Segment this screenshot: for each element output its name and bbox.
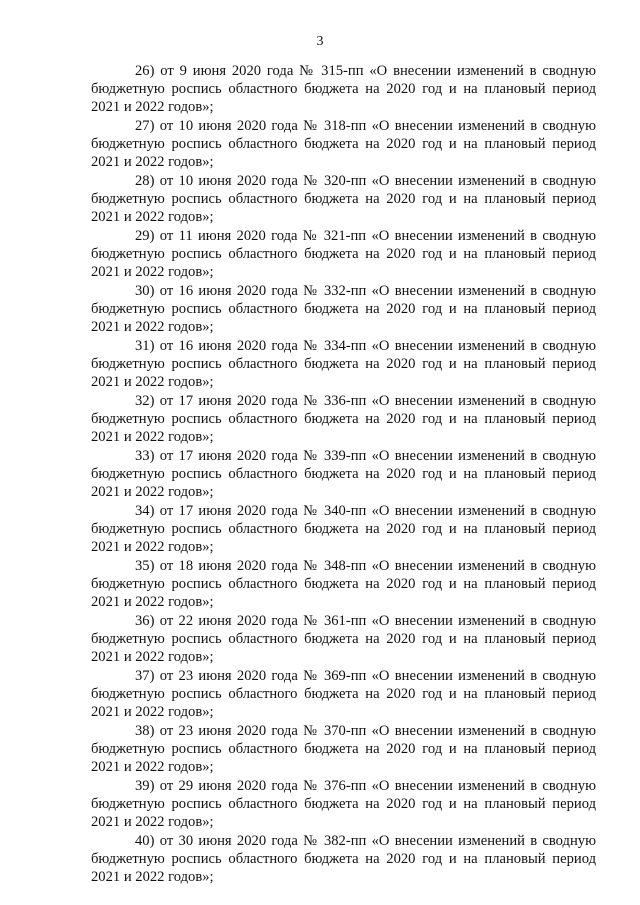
- list-item: [91, 832, 596, 886]
- list-item-line: 2021 и 2022 годов»;: [91, 429, 214, 445]
- list-item-line: 2021 и 2022 годов»;: [91, 99, 214, 115]
- list-item-line: 31) от 16 июня 2020 года № 334-пп «О внесении изменений в сводную: [135, 338, 596, 354]
- list-item-line: бюджетную роспись областного бюджета на 2020 год и на плановый период: [91, 466, 596, 482]
- page-number: 3: [316, 34, 324, 49]
- list-item: [91, 62, 596, 116]
- list-item-line: бюджетную роспись областного бюджета на 2020 год и на плановый период: [91, 851, 596, 867]
- list-item-line: бюджетную роспись областного бюджета на 2020 год и на плановый период: [91, 576, 596, 592]
- list-item-line: 2021 и 2022 годов»;: [91, 814, 214, 830]
- list-item-line: бюджетную роспись областного бюджета на 2020 год и на плановый период: [91, 631, 596, 647]
- list-item-line: бюджетную роспись областного бюджета на 2020 год и на плановый период: [91, 686, 596, 702]
- list-item-line: бюджетную роспись областного бюджета на 2020 год и на плановый период: [91, 136, 596, 152]
- list-item-line: бюджетную роспись областного бюджета на 2020 год и на плановый период: [91, 191, 596, 207]
- list-item-line: 2021 и 2022 годов»;: [91, 759, 214, 775]
- document-body: [91, 62, 596, 887]
- list-item: [91, 392, 596, 446]
- list-item-line: 2021 и 2022 годов»;: [91, 484, 214, 500]
- list-item-line: бюджетную роспись областного бюджета на 2020 год и на плановый период: [91, 411, 596, 427]
- list-item: [91, 557, 596, 611]
- list-item-line: 38) от 23 июня 2020 года № 370-пп «О внесении изменений в сводную: [135, 723, 596, 739]
- list-item: [91, 227, 596, 281]
- list-item-line: бюджетную роспись областного бюджета на 2020 год и на плановый период: [91, 81, 596, 97]
- list-item-line: 2021 и 2022 годов»;: [91, 649, 214, 665]
- list-item-line: 26) от 9 июня 2020 года № 315-пп «О внесении изменений в сводную: [135, 63, 596, 79]
- list-item-line: 36) от 22 июня 2020 года № 361-пп «О внесении изменений в сводную: [135, 613, 596, 629]
- list-item-line: бюджетную роспись областного бюджета на 2020 год и на плановый период: [91, 741, 596, 757]
- list-item-line: бюджетную роспись областного бюджета на 2020 год и на плановый период: [91, 356, 596, 372]
- list-item-line: бюджетную роспись областного бюджета на 2020 год и на плановый период: [91, 246, 596, 262]
- list-item: [91, 502, 596, 556]
- list-item-line: 2021 и 2022 годов»;: [91, 154, 214, 170]
- list-item-line: 33) от 17 июня 2020 года № 339-пп «О внесении изменений в сводную: [135, 448, 596, 464]
- list-item-line: 34) от 17 июня 2020 года № 340-пп «О внесении изменений в сводную: [135, 503, 596, 519]
- list-item-line: 27) от 10 июня 2020 года № 318-пп «О внесении изменений в сводную: [135, 118, 596, 134]
- list-item-line: 35) от 18 июня 2020 года № 348-пп «О внесении изменений в сводную: [135, 558, 596, 574]
- list-item-line: 2021 и 2022 годов»;: [91, 869, 214, 885]
- list-item: [91, 667, 596, 721]
- list-item-line: 2021 и 2022 годов»;: [91, 319, 214, 335]
- list-item-line: бюджетную роспись областного бюджета на 2020 год и на плановый период: [91, 796, 596, 812]
- list-item: [91, 722, 596, 776]
- list-item-line: 2021 и 2022 годов»;: [91, 539, 214, 555]
- list-item-line: бюджетную роспись областного бюджета на 2020 год и на плановый период: [91, 521, 596, 537]
- list-item-line: 32) от 17 июня 2020 года № 336-пп «О внесении изменений в сводную: [135, 393, 596, 409]
- list-item-line: 39) от 29 июня 2020 года № 376-пп «О внесении изменений в сводную: [135, 778, 596, 794]
- list-item: [91, 172, 596, 226]
- list-item-line: 2021 и 2022 годов»;: [91, 209, 214, 225]
- list-item-line: 28) от 10 июня 2020 года № 320-пп «О внесении изменений в сводную: [135, 173, 596, 189]
- list-item: [91, 337, 596, 391]
- list-item: [91, 282, 596, 336]
- list-item-line: 2021 и 2022 годов»;: [91, 704, 214, 720]
- list-item: [91, 777, 596, 831]
- list-item-line: 2021 и 2022 годов»;: [91, 374, 214, 390]
- list-item-line: 40) от 30 июня 2020 года № 382-пп «О внесении изменений в сводную: [135, 833, 596, 849]
- list-item: [91, 117, 596, 171]
- list-item-line: 29) от 11 июня 2020 года № 321-пп «О внесении изменений в сводную: [135, 228, 596, 244]
- list-item-line: 2021 и 2022 годов»;: [91, 264, 214, 280]
- list-item-line: бюджетную роспись областного бюджета на 2020 год и на плановый период: [91, 301, 596, 317]
- list-item-line: 37) от 23 июня 2020 года № 369-пп «О внесении изменений в сводную: [135, 668, 596, 684]
- list-item-line: 30) от 16 июня 2020 года № 332-пп «О внесении изменений в сводную: [135, 283, 596, 299]
- list-item: [91, 447, 596, 501]
- list-item: [91, 612, 596, 666]
- list-item-line: 2021 и 2022 годов»;: [91, 594, 214, 610]
